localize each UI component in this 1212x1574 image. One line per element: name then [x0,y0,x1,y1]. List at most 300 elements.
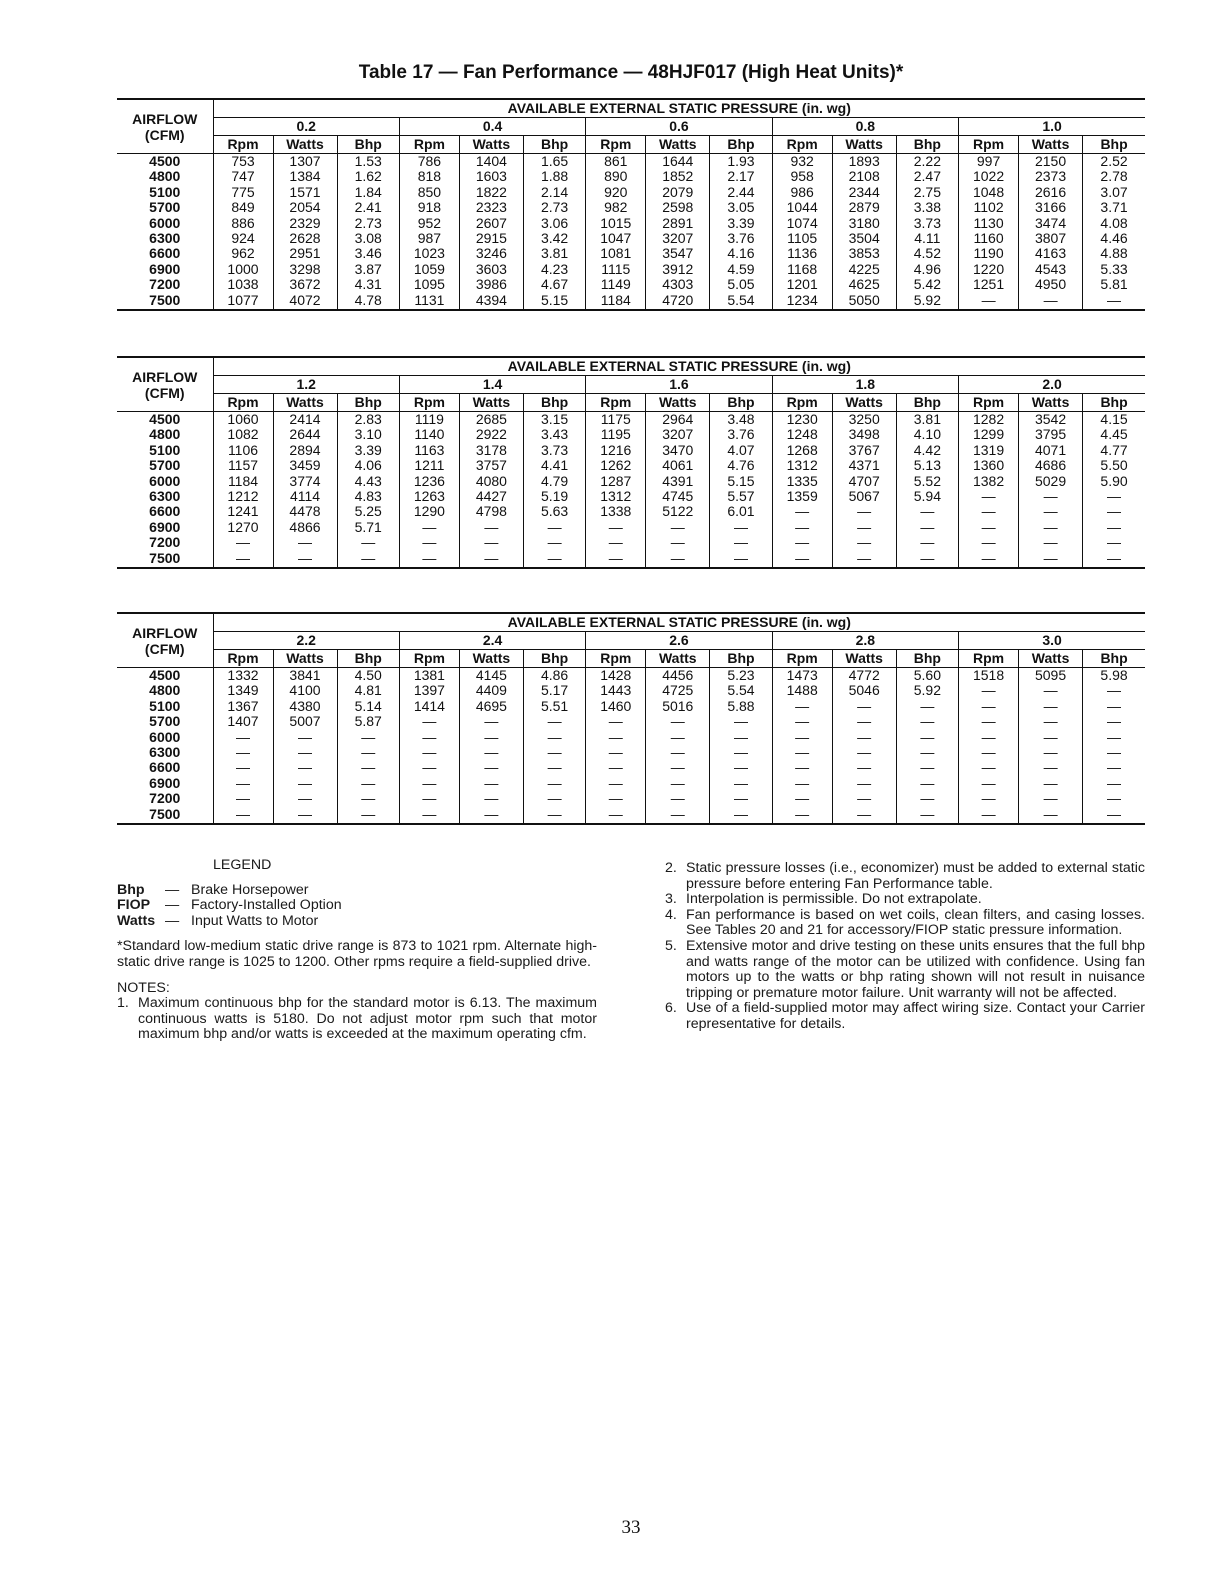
table-cell: — [586,535,646,550]
table-cell: 2685 [459,412,523,428]
legend-dash: — [165,897,180,914]
table-row [117,443,1145,458]
table-cell: — [710,760,772,775]
table-cell: — [772,745,832,760]
table-cell: — [772,760,832,775]
table-cell: — [646,730,710,745]
column-header-watts: Watts [646,394,710,412]
table-cell: 3.73 [896,216,958,231]
table-cell: 1299 [959,427,1019,442]
table-row [117,520,1145,535]
table-cell: — [459,760,523,775]
column-header-watts: Watts [646,136,710,154]
table-cell: — [523,807,585,824]
table-cell: — [1019,745,1083,760]
table-cell: — [1083,760,1145,775]
table-cell: 1241 [213,504,273,519]
table-cell: — [772,535,832,550]
table-cell: 1312 [772,458,832,473]
table-cell: — [273,745,337,760]
table-cell: — [1083,293,1145,310]
table-cell: — [710,520,772,535]
table-cell: 6.01 [710,504,772,519]
table-cell: 1044 [772,200,832,215]
column-header-bhp: Bhp [337,136,399,154]
fan-performance-table-2 [117,356,1145,569]
table-cell: 3603 [459,262,523,277]
table-cell: 1384 [273,169,337,184]
table-cell: 3250 [832,412,896,428]
table-cell: 1102 [959,200,1019,215]
table-cell: 4.10 [896,427,958,442]
table-cell: 3.07 [1083,185,1145,200]
esp-header-row [117,613,1145,632]
airflow-cell: 4800 [117,427,213,442]
table-cell: 1212 [213,489,273,504]
table-cell: 5.19 [523,489,585,504]
table-cell: 4.67 [523,277,585,292]
table-cell: 2915 [459,231,523,246]
column-header-bhp: Bhp [896,650,958,668]
table-cell: 753 [213,154,273,170]
table-cell: 3.87 [337,262,399,277]
table-cell: 5.17 [523,683,585,698]
table-cell: 5122 [646,504,710,519]
table-cell: 4100 [273,683,337,698]
table-cell: — [710,714,772,729]
table-cell: 1023 [399,246,459,261]
table-cell: 3774 [273,474,337,489]
note-number: 2. [665,860,677,876]
table-cell: — [832,760,896,775]
table-cell: 4625 [832,277,896,292]
pressure-header: 1.6 [586,376,772,394]
airflow-cell: 6300 [117,231,213,246]
airflow-header [117,613,213,668]
table-cell: 3542 [1019,412,1083,428]
table-cell: 3547 [646,246,710,261]
table-cell: 4686 [1019,458,1083,473]
table-cell: 1367 [213,699,273,714]
table-cell: — [1019,776,1083,791]
table-cell: 1349 [213,683,273,698]
table-cell: 4303 [646,277,710,292]
table-row [117,745,1145,760]
table-cell: — [772,714,832,729]
table-cell: 1282 [959,412,1019,428]
table-cell: — [459,551,523,568]
table-cell: — [959,745,1019,760]
table-cell: — [337,551,399,568]
table-cell: 932 [772,154,832,170]
table-cell: — [1083,776,1145,791]
table-cell: 5095 [1019,668,1083,684]
table-cell: — [213,730,273,745]
table-cell: 3.43 [523,427,585,442]
table-cell: — [586,730,646,745]
pressure-header: 3.0 [959,632,1145,650]
column-header-bhp: Bhp [710,394,772,412]
table-cell: 2.73 [337,216,399,231]
legend-text: Factory-Installed Option [191,897,342,914]
table-cell: 982 [586,200,646,215]
table-cell: 4072 [273,293,337,310]
table-cell: — [710,791,772,806]
pressure-header: 1.0 [959,118,1145,136]
table-cell: 3986 [459,277,523,292]
table-cell: 1460 [586,699,646,714]
table-cell: — [710,551,772,568]
table-cell: 3.81 [896,412,958,428]
pressure-header: 2.0 [959,376,1145,394]
column-header-watts: Watts [832,394,896,412]
table-cell: — [772,807,832,824]
table-cell: 1168 [772,262,832,277]
table-cell: — [459,520,523,535]
table-cell: 1852 [646,169,710,184]
table-cell: 4.46 [1083,231,1145,246]
column-header-watts: Watts [459,136,523,154]
table-cell: 3672 [273,277,337,292]
table-cell: — [896,791,958,806]
table-cell: 1822 [459,185,523,200]
table-cell: — [1019,760,1083,775]
table-cell: 1443 [586,683,646,698]
table-cell: — [646,745,710,760]
pressure-header: 1.8 [772,376,958,394]
airflow-unit: (CFM) [144,126,185,143]
table-cell: — [896,776,958,791]
table-cell: 4391 [646,474,710,489]
table-cell: — [273,791,337,806]
table-cell: — [896,535,958,550]
table-cell: 3807 [1019,231,1083,246]
table-cell: — [710,776,772,791]
table-cell: 1312 [586,489,646,504]
table-cell: — [1083,489,1145,504]
table-cell: — [959,293,1019,310]
table-cell: — [1083,683,1145,698]
table-row [117,474,1145,489]
airflow-cell: 6900 [117,776,213,791]
airflow-cell: 4500 [117,154,213,170]
table-cell: — [832,730,896,745]
table-cell: 4114 [273,489,337,504]
column-header-watts: Watts [273,650,337,668]
table-row [117,760,1145,775]
table-cell: 747 [213,169,273,184]
table-cell: 886 [213,216,273,231]
table-cell: — [1083,730,1145,745]
table-cell: 3.48 [710,412,772,428]
pressure-header: 1.2 [213,376,399,394]
esp-header: AVAILABLE EXTERNAL STATIC PRESSURE (in. wg) [213,613,1145,632]
table-cell: 1518 [959,668,1019,684]
airflow-cell: 5700 [117,458,213,473]
table-cell: 1335 [772,474,832,489]
table-cell: 1211 [399,458,459,473]
table-cell: 4409 [459,683,523,698]
table-cell: 5.13 [896,458,958,473]
table-cell: 1081 [586,246,646,261]
note-item [665,939,1145,1001]
note-number: 3. [665,891,677,908]
notes-right [665,861,1145,1033]
table-cell: — [646,535,710,550]
note-text: Interpolation is permissible. Do not extrapolate. [686,891,982,908]
airflow-cell: 7500 [117,293,213,310]
airflow-cell: 6000 [117,216,213,231]
column-header-bhp: Bhp [1083,136,1145,154]
table-cell: 3246 [459,246,523,261]
table-cell: — [959,730,1019,745]
table-cell: 4543 [1019,262,1083,277]
table-cell: — [772,699,832,714]
table-cell: 3.73 [523,443,585,458]
table-cell: — [710,807,772,824]
note-text: Use of a field-supplied motor may affect wiring size. Contact your Carrier representative for details. [686,1000,1145,1032]
notes-title: NOTES: [117,979,170,996]
table-cell: — [273,807,337,824]
table-cell: — [646,520,710,535]
note-item [665,861,1145,892]
table-cell: 4772 [832,668,896,684]
table-cell: 5.50 [1083,458,1145,473]
table-cell: 1140 [399,427,459,442]
table-row [117,169,1145,184]
fan-performance-table-1 [117,98,1145,311]
pressure-header: 2.8 [772,632,958,650]
esp-header-row [117,99,1145,118]
pressure-header: 0.8 [772,118,958,136]
table-cell: — [772,520,832,535]
table-cell: 3459 [273,458,337,473]
table-cell: — [1019,535,1083,550]
table-cell: 1047 [586,231,646,246]
table-cell: 3795 [1019,427,1083,442]
airflow-cell: 6900 [117,520,213,535]
table-cell: — [213,535,273,550]
table-cell: 1262 [586,458,646,473]
table-row [117,807,1145,824]
table-row [117,551,1145,568]
table-cell: 1319 [959,443,1019,458]
footnote: *Standard low-medium static drive range is 873 to 1021 rpm. Alternate high-static drive range is 1025 to 1200. Other rpms require a field-supplied drive. [117,938,597,970]
table-cell: 3207 [646,427,710,442]
table-cell: 3504 [832,231,896,246]
table-cell: 1382 [959,474,1019,489]
table-cell: 5050 [832,293,896,310]
table-cell: 2.14 [523,185,585,200]
table-cell: 5.14 [337,699,399,714]
airflow-cell: 4500 [117,412,213,428]
column-header-bhp: Bhp [710,136,772,154]
table-cell: 4394 [459,293,523,310]
airflow-cell: 6600 [117,246,213,261]
column-header-rpm: Rpm [959,650,1019,668]
table-cell: — [586,520,646,535]
table-cell: 1184 [213,474,273,489]
table-cell: 1149 [586,277,646,292]
table-cell: 2964 [646,412,710,428]
table-cell: 5.25 [337,504,399,519]
table-cell: 1230 [772,412,832,428]
table-cell: — [523,551,585,568]
table-cell: 4427 [459,489,523,504]
table-cell: — [646,776,710,791]
note-item [665,1001,1145,1032]
table-cell: 1414 [399,699,459,714]
table-cell: — [832,699,896,714]
table-cell: 1000 [213,262,273,277]
table-cell: 1.93 [710,154,772,170]
table-cell: — [586,791,646,806]
table-cell: 5.88 [710,699,772,714]
column-header-rpm: Rpm [399,650,459,668]
airflow-cell: 5100 [117,185,213,200]
table-cell: 5067 [832,489,896,504]
column-header-rpm: Rpm [213,136,273,154]
airflow-label: AIRFLOW [132,368,198,385]
table-cell: 5.63 [523,504,585,519]
table-cell: 2373 [1019,169,1083,184]
table-cell: 3474 [1019,216,1083,231]
table-cell: — [459,776,523,791]
table-cell: — [896,551,958,568]
table-cell: — [523,791,585,806]
pressure-header-row [117,376,1145,394]
table-cell: — [1019,504,1083,519]
table-cell: — [523,745,585,760]
table-cell: — [213,791,273,806]
column-header-watts: Watts [273,394,337,412]
table-cell: — [1019,807,1083,824]
table-cell: 4707 [832,474,896,489]
table-cell: 5.87 [337,714,399,729]
table-cell: — [213,807,273,824]
table-cell: 2628 [273,231,337,246]
table-cell: 1.62 [337,169,399,184]
airflow-header [117,357,213,412]
table-cell: — [213,551,273,568]
table-cell: 1571 [273,185,337,200]
table-cell: — [213,776,273,791]
airflow-cell: 7200 [117,277,213,292]
table-cell: 986 [772,185,832,200]
table-cell: — [959,791,1019,806]
table-cell: 4061 [646,458,710,473]
table-cell: 1022 [959,169,1019,184]
table-row [117,791,1145,806]
table-cell: 850 [399,185,459,200]
table-cell: 4.43 [337,474,399,489]
table-cell: — [896,699,958,714]
table-cell: — [646,714,710,729]
table-cell: 1201 [772,277,832,292]
table-cell: 1082 [213,427,273,442]
table-row [117,412,1145,428]
table-cell: 2951 [273,246,337,261]
column-header-watts: Watts [646,650,710,668]
table-cell: 4478 [273,504,337,519]
table-cell: — [710,535,772,550]
airflow-cell: 6600 [117,504,213,519]
table-cell: 997 [959,154,1019,170]
table-cell: — [1083,807,1145,824]
table-cell: — [523,535,585,550]
table-cell: 3853 [832,246,896,261]
table-cell: 3.71 [1083,200,1145,215]
table-cell: 3.39 [710,216,772,231]
table-cell: 2329 [273,216,337,231]
table-cell: — [959,760,1019,775]
table-cell: 3.76 [710,427,772,442]
table-cell: 2.52 [1083,154,1145,170]
table-cell: — [459,745,523,760]
table-cell: 4.11 [896,231,958,246]
table-cell: — [523,776,585,791]
table-cell: — [399,807,459,824]
table-cell: 1015 [586,216,646,231]
table-cell: — [772,776,832,791]
table-cell: 3298 [273,262,337,277]
table-cell: 1263 [399,489,459,504]
table-cell: 2.83 [337,412,399,428]
table-row [117,458,1145,473]
table-cell: 2.47 [896,169,958,184]
table-row [117,683,1145,698]
table-cell: — [273,535,337,550]
table-cell: 4.86 [523,668,585,684]
table-row [117,489,1145,504]
table-cell: 5.92 [896,293,958,310]
table-cell: 5.05 [710,277,772,292]
table-cell: — [1019,293,1083,310]
note-text: Fan performance is based on wet coils, clean filters, and casing losses. See Tables 20 and 21 for accessory/FIOP static pressure information. [686,906,1145,939]
table-cell: 1381 [399,668,459,684]
airflow-cell: 4800 [117,683,213,698]
table-cell: — [523,520,585,535]
table-row [117,277,1145,292]
table-cell: — [959,714,1019,729]
note-text: Maximum continuous bhp for the standard motor is 6.13. The maximum continuous watts is 5180. Do not adjust motor rpm such that motor maximum bhp and/or watts is exceeded at the maximum operating cfm. [138,995,597,1043]
table-cell: — [273,776,337,791]
airflow-cell: 7500 [117,551,213,568]
table-cell: 2108 [832,169,896,184]
table-cell: 3.38 [896,200,958,215]
column-header-bhp: Bhp [896,394,958,412]
airflow-cell: 5100 [117,443,213,458]
column-header-row [117,394,1145,412]
legend-item [117,883,597,899]
table-cell: 4.15 [1083,412,1145,428]
airflow-unit: (CFM) [144,384,185,401]
table-cell: 2922 [459,427,523,442]
table-cell: 1136 [772,246,832,261]
table-cell: 1059 [399,262,459,277]
table-cell: 5.15 [523,293,585,310]
table-cell: 4163 [1019,246,1083,261]
table-cell: 958 [772,169,832,184]
table-cell: 2.41 [337,200,399,215]
table-cell: 1360 [959,458,1019,473]
table-cell: 1106 [213,443,273,458]
table-cell: 3207 [646,231,710,246]
table-cell: — [896,760,958,775]
table-cell: 3.46 [337,246,399,261]
table-cell: 1407 [213,714,273,729]
table-cell: — [896,504,958,519]
